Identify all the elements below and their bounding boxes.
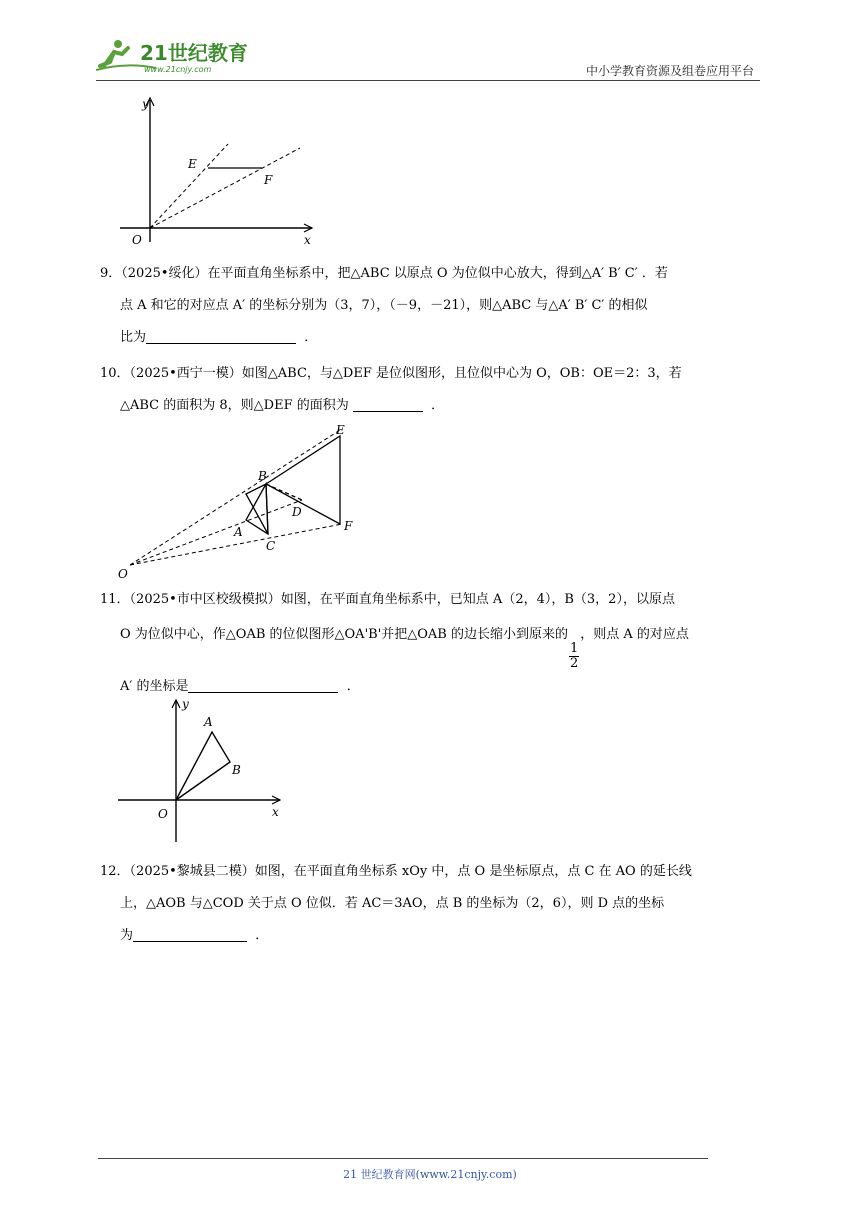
answer-blank-q11[interactable] — [188, 676, 338, 693]
label-a-q11: A — [204, 715, 213, 729]
label-o-q10: O — [118, 567, 128, 581]
label-y-q11: y — [182, 697, 189, 711]
label-o: O — [132, 233, 142, 247]
q9-line-3: 比为 ． — [100, 322, 764, 354]
q12-line-1: 12．（2025•黎城县二模）如图，在平面直角坐标系 xOy 中，点 O 是坐标原点，点 C 在 AO 的延长线 — [100, 864, 692, 879]
label-b-q10: B — [258, 469, 267, 483]
question-10 — [100, 358, 764, 422]
label-a-q10: A — [234, 525, 243, 539]
q9-line-1: 9．（2025•绥化）在平面直角坐标系中，把△ABC 以原点 O 为位似中心放大，得到△A′ B′ C′ ．若 — [100, 266, 668, 281]
label-d-q10: D — [292, 505, 302, 519]
logo-text: 21世纪教育 — [140, 41, 248, 65]
answer-blank-q9[interactable] — [146, 327, 296, 344]
q10-line-1: 10．（2025•西宁一模）如图△ABC，与△DEF 是位似图形，且位似中心为 O，OB：OE＝2：3，若 — [100, 366, 682, 381]
fraction-one-half: $\frac{1}{2}$ — [570, 641, 579, 671]
figure-q11 — [112, 694, 292, 844]
footer-text[interactable]: 21 世纪教育网(www.21cnjy.com) — [343, 1168, 517, 1181]
question-12 — [100, 856, 764, 952]
q9-line-2: 点 A 和它的对应点 A′ 的坐标分别为（3，7），（－9，－21），则△ABC 与△A′ B′ C′ 的相似 — [120, 298, 648, 313]
footer-divider — [98, 1158, 708, 1159]
q11-line-3: A′ 的坐标是 ． — [100, 671, 764, 703]
figure-ef — [112, 92, 322, 252]
label-f: F — [264, 173, 273, 187]
page-header — [96, 28, 760, 80]
label-x-q11: x — [272, 805, 279, 819]
q11-line-2: O 为位似中心，作△OAB 的位似图形△OA'B'并把△OAB 的边长缩小到原来的 $\frac{1}{2}$ ，则点 A 的对应点 — [120, 627, 689, 671]
label-e: E — [188, 157, 197, 171]
label-o-q11: O — [158, 807, 168, 821]
label-c-q10: C — [266, 539, 276, 553]
site-logo — [96, 36, 266, 76]
question-9 — [100, 258, 764, 354]
label-f-q10: F — [344, 519, 353, 533]
q12-line-3: 为 ． — [100, 920, 764, 952]
label-y: y — [142, 97, 149, 111]
figure-q10 — [112, 420, 362, 585]
q12-line-2: 上，△AOB 与△COD 关于点 O 位似．若 AC＝3AO，点 B 的坐标为（2，6），则 D 点的坐标 — [120, 896, 665, 911]
q11-line-1: 11．（2025•市中区校级模拟）如图，在平面直角坐标系中，已知点 A（2，4），B（3，2），以原点 — [100, 592, 675, 607]
label-x: x — [304, 233, 311, 247]
question-11 — [100, 584, 764, 703]
label-e-q10: E — [336, 423, 345, 437]
label-b-q11: B — [232, 763, 241, 777]
platform-title: 中小学教育资源及组卷应用平台 — [585, 64, 754, 78]
q10-line-2: △ABC 的面积为 8，则△DEF 的面积为 ． — [100, 390, 764, 422]
logo-url: www.21cnjy.com — [144, 65, 212, 74]
answer-blank-q12[interactable] — [133, 925, 247, 942]
header-divider — [96, 80, 760, 81]
answer-blank-q10[interactable] — [353, 395, 423, 412]
